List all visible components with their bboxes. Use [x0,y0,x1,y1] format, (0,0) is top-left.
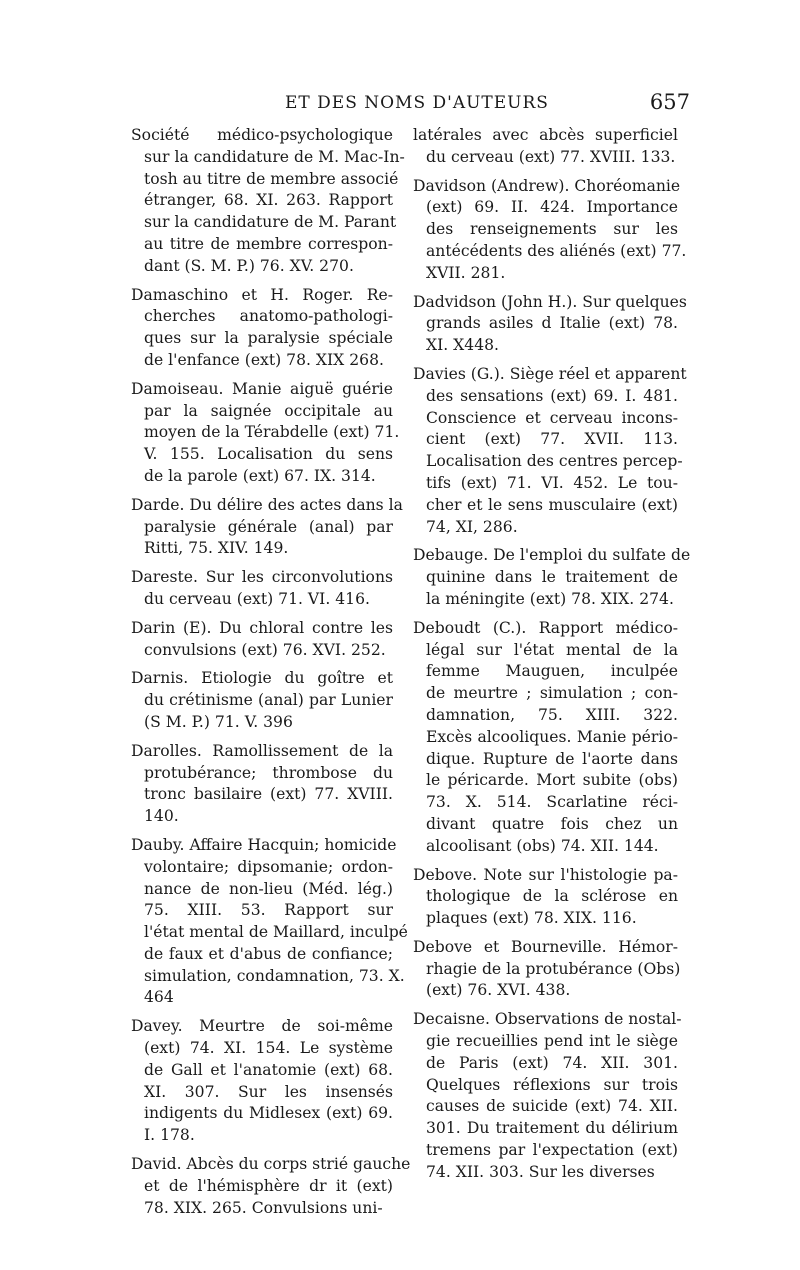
entry-line: Darolles. Ramollissement de la [131,741,393,760]
index-entry [413,1009,682,1183]
entry-line: Localisation des centres percep- [426,452,683,471]
right-column [413,125,691,1191]
index-entry [413,364,687,538]
index-entry [131,495,403,560]
entry-line: femme Mauguen, inculpée [426,662,678,681]
entry-line: cherches anatomo-pathologi- [144,307,393,326]
entry-line: moyen de la Térabdelle (ext) 71. [144,423,400,442]
entry-line: V. 155. Localisation du sens [144,445,393,464]
entry-line: Debauge. De l'emploi du sulfate de [413,546,691,565]
index-entry [413,937,681,1002]
entry-line: étranger, 68. XI. 263. Rapport [144,191,393,210]
index-entry [131,741,393,828]
entry-line: Darnis. Etiologie du goître et [131,669,393,688]
index-entry [131,835,408,1009]
entry-line: tronc basilaire (ext) 77. XVIII. [144,785,393,804]
running-title: ET DES NOMS D'AUTEURS [285,93,549,113]
entry-line: thologique de la sclérose en [426,887,678,906]
entry-line: protubérance; thrombose du [144,763,393,782]
entry-line: antécédents des aliénés (ext) 77. [426,241,687,260]
entry-line: nance de non-lieu (Méd. lég.) [144,879,393,898]
index-entry [413,292,687,357]
entry-line: I. 178. [144,1126,195,1145]
entry-line: 73. X. 514. Scarlatine réci- [426,793,678,812]
entry-line: XI. 307. Sur les insensés [144,1082,393,1101]
index-entry [131,285,393,372]
entry-line: Quelques réflexions sur trois [426,1075,678,1094]
entry-line: (ext) 74. XI. 154. Le système [144,1039,393,1058]
entry-line: des sensations (ext) 69. I. 481. [426,386,678,405]
entry-line: Deboudt (C.). Rapport médico- [413,618,678,637]
entry-line: le péricarde. Mort subite (obs) [426,771,678,790]
entry-line: Damoiseau. Manie aiguë guérie [131,379,393,398]
entry-line: David. Abcès du corps strié gauche [131,1155,411,1174]
entry-line: au titre de membre correspon- [144,234,393,253]
entry-line: 301. Du traitement du délirium [426,1119,678,1138]
entry-line: XI. X448. [426,336,499,355]
entry-line: Société médico-psychologique [131,126,393,144]
entry-line: grands asiles d Italie (ext) 78. [426,314,678,333]
index-entry [131,125,405,278]
entry-line: cient (ext) 77. XVII. 113. [426,430,678,449]
entry-line: de meurtre ; simulation ; con- [426,684,678,703]
entry-line: du crétinisme (anal) par Lunier [144,691,393,710]
entry-line: (S M. P.) 71. V. 396 [144,712,293,731]
entry-line: indigents du Midlesex (ext) 69. [144,1104,393,1123]
entry-line: Conscience et cerveau incons- [426,408,678,427]
entry-line: 464 [144,988,174,1007]
entry-line: 140. [144,807,179,826]
index-entry [413,618,678,858]
entry-line: Davidson (Andrew). Choréomanie [413,176,681,195]
entry-line: paralysie générale (anal) par [144,517,393,536]
entry-line: 74. XII. 303. Sur les diverses [426,1162,655,1181]
entry-line: Dareste. Sur les circonvolutions [131,568,393,587]
entry-line: simulation, condamnation, 73. X. [144,966,405,985]
index-entry [413,865,678,930]
entry-line: du cerveau (ext) 71. VI. 416. [144,589,370,608]
entry-line: quinine dans le traitement de [426,568,678,587]
page-number: 657 [649,90,690,114]
entry-line: Debove. Note sur l'histologie pa- [413,865,678,884]
entry-line: sur la candidature de M. Parant [144,213,397,232]
entry-line: de Gall et l'anatomie (ext) 68. [144,1060,393,1079]
entry-line: convulsions (ext) 76. XVI. 252. [144,640,386,659]
running-head [130,90,690,117]
index-entry [413,545,691,610]
index-entry [131,668,393,733]
entry-line: latérales avec abcès superficiel [413,126,678,144]
entry-line: de faux et d'abus de confiance; [144,944,393,963]
index-entry [131,379,400,488]
entry-line: dique. Rupture de l'aorte dans [426,749,678,768]
entry-line: Dadvidson (John H.). Sur quelques [413,292,687,311]
entry-line: Debove et Bourneville. Hémor- [413,937,678,956]
entry-line: Davies (G.). Siège réel et apparent [413,364,687,383]
entry-line: (ext) 76. XVI. 438. [426,981,571,1000]
entry-line: (ext) 69. II. 424. Importance [426,198,678,217]
entry-line: plaques (ext) 78. XIX. 116. [426,909,637,928]
index-entry [413,125,678,169]
entry-line: ques sur la paralysie spéciale [144,329,393,348]
entry-line: de l'enfance (ext) 78. XIX 268. [144,350,384,369]
entry-line: Davey. Meurtre de soi-même [131,1017,393,1036]
entry-line: rhagie de la protubérance (Obs) [426,959,681,978]
entry-line: 78. XIX. 265. Convulsions uni- [144,1198,383,1217]
entry-line: Dauby. Affaire Hacquin; homicide [131,835,397,854]
entry-line: et de l'hémisphère dr it (ext) [144,1176,393,1195]
index-entry [131,1154,411,1219]
entry-line: Ritti, 75. XIV. 149. [144,539,289,558]
entry-line: divant quatre fois chez un [426,814,678,833]
index-entry [131,618,393,662]
entry-line: Darin (E). Du chloral contre les [131,618,393,637]
entry-line: du cerveau (ext) 77. XVIII. 133. [426,147,676,166]
entry-line: volontaire; dipsomanie; ordon- [144,857,393,876]
left-column [131,125,411,1226]
entry-line: 74, XI, 286. [426,517,518,536]
entry-line: 75. XIII. 53. Rapport sur [144,901,393,920]
entry-line: des renseignements sur les [426,220,678,239]
entry-line: dant (S. M. P.) 76. XV. 270. [144,256,354,275]
entry-line: causes de suicide (ext) 74. XII. [426,1097,678,1116]
entry-line: Excès alcooliques. Manie pério- [426,727,678,746]
entry-line: tremens par l'expectation (ext) [426,1141,678,1160]
entry-line: Decaisne. Observations de nostal- [413,1010,682,1029]
entry-line: tifs (ext) 71. VI. 452. Le tou- [426,473,678,492]
entry-line: de Paris (ext) 74. XII. 301. [426,1053,678,1072]
entry-line: tosh au titre de membre associé [144,169,399,188]
index-entry [131,1016,393,1147]
entry-line: Darde. Du délire des actes dans la [131,495,403,514]
entry-line: gie recueillies pend int le siège [426,1032,678,1051]
entry-line: l'état mental de Maillard, inculpé [144,923,408,942]
index-entry [131,567,393,611]
entry-line: la méningite (ext) 78. XIX. 274. [426,589,674,608]
entry-line: sur la candidature de M. Mac-In- [144,147,405,166]
index-entry [413,176,687,285]
entry-line: cher et le sens musculaire (ext) [426,495,678,514]
entry-line: par la saignée occipitale au [144,401,393,420]
entry-line: Damaschino et H. Roger. Re- [131,285,393,304]
entry-line: alcoolisant (obs) 74. XII. 144. [426,836,659,855]
entry-line: damnation, 75. XIII. 322. [426,705,678,724]
entry-line: légal sur l'état mental de la [426,640,678,659]
entry-line: de la parole (ext) 67. IX. 314. [144,466,376,485]
entry-line: XVII. 281. [426,263,506,282]
